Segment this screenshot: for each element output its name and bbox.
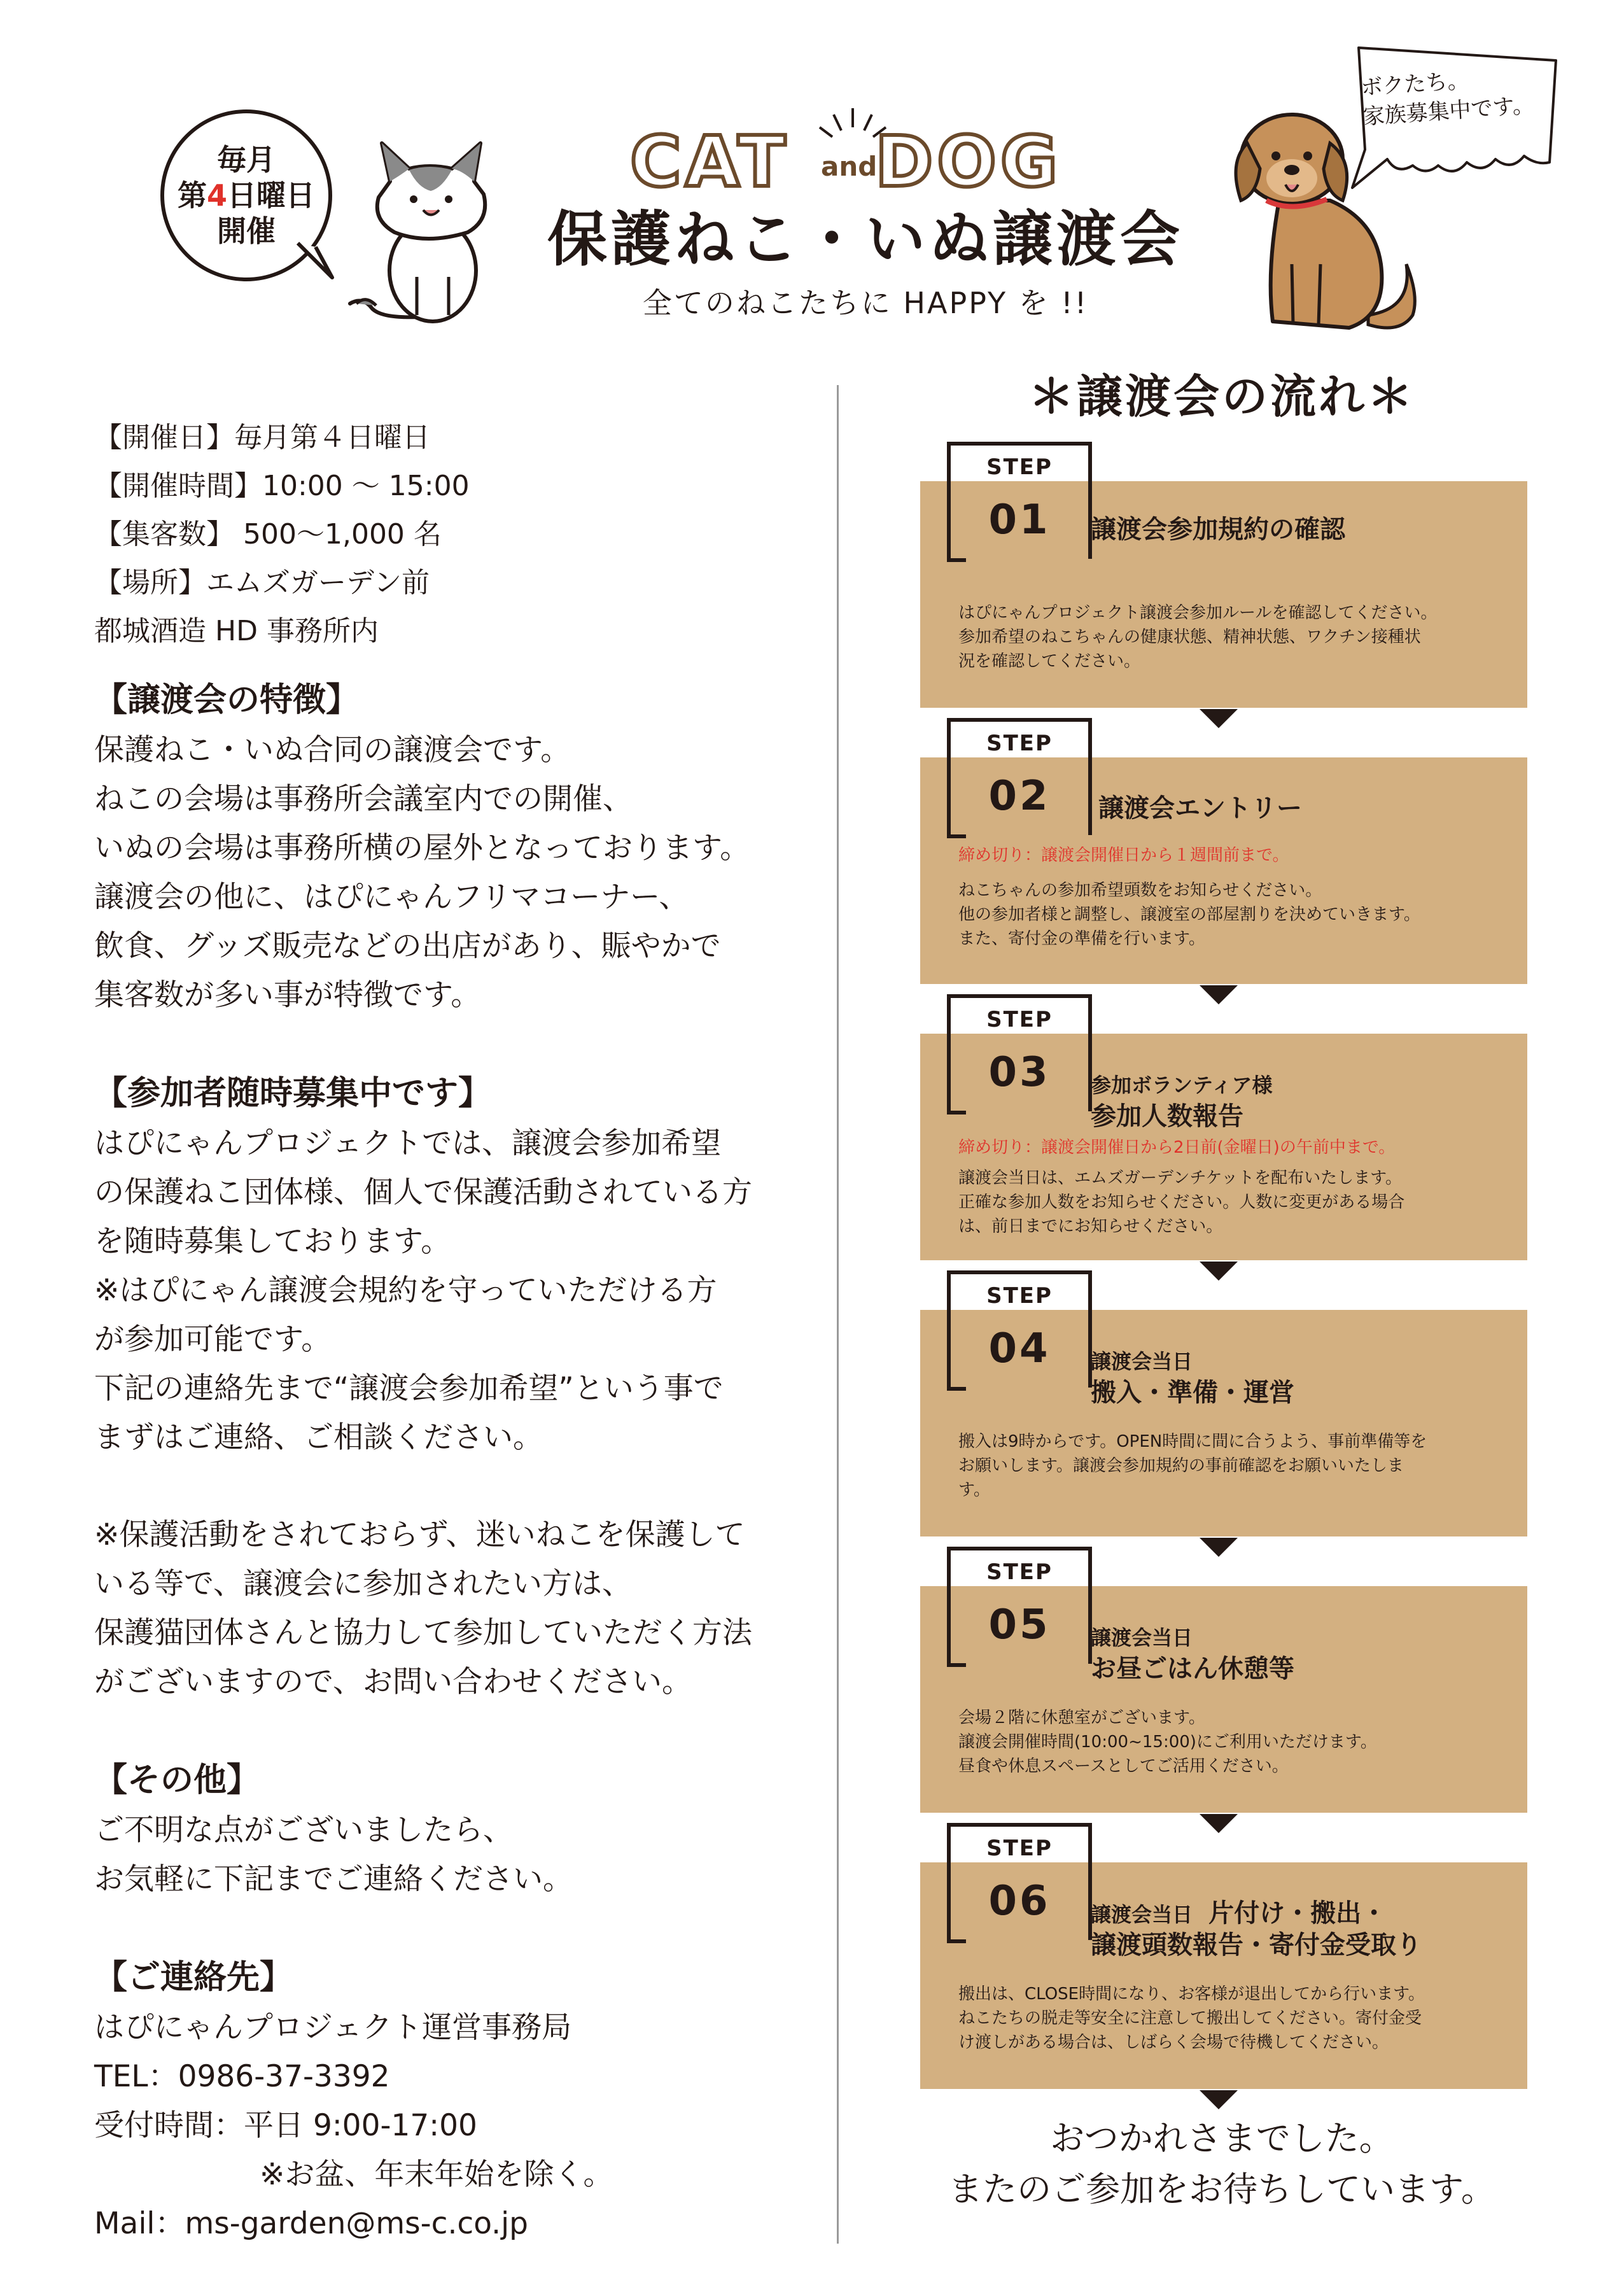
step-desc: はぴにゃんプロジェクト譲渡会参加ルールを確認してください。 参加希望のねこちゃんの健康状態、精神状態、ワクチン接種状 況を確認してください。 bbox=[958, 603, 1438, 671]
step-desc: ねこちゃんの参加希望頭数をお知らせください。 他の参加者様と調整し、譲渡室の部屋割りを決めていきます。 また、寄付金の準備を行います。 bbox=[958, 881, 1420, 948]
contact-heading: 【ご連絡先】 bbox=[94, 1958, 293, 1997]
step-desc: 会場２階に休憩室がございます。 譲渡会開催時間(10:00~15:00)にご利用いただけます。 昼食や休息スペースとしてご活用ください。 bbox=[958, 1708, 1377, 1776]
step-tab bbox=[947, 994, 1092, 1034]
step-underline bbox=[947, 1663, 966, 1667]
step-desc: 搬入は9時からです。OPEN時間に間に合うよう、事前準備等を お願いします。譲渡会参加規約の事前確認をお願いいたしま す。 bbox=[958, 1432, 1427, 1500]
recruit-line: はぴにゃんプロジェクトでは、譲渡会参加希望 bbox=[94, 1126, 722, 1161]
step-title: 譲渡会参加規約の確認 bbox=[1091, 515, 1345, 544]
contact-tel: TEL：0986-37-3392 bbox=[94, 2059, 390, 2094]
badge-line2: 第4日曜日 bbox=[177, 178, 315, 213]
step-underline bbox=[947, 1111, 966, 1114]
recruit-note-line: 保護猫団体さんと協力して参加していただく方法 bbox=[94, 1615, 752, 1650]
features-line: 譲渡会の他に、はぴにゃんフリマコーナー、 bbox=[94, 880, 689, 915]
recruit-line: ※はぴにゃん譲渡会規約を守っていただける方 bbox=[94, 1273, 717, 1308]
logo-cat: CAT bbox=[630, 121, 790, 202]
step-label: STEP bbox=[986, 454, 1053, 480]
badge-tail bbox=[297, 242, 335, 280]
recruit-note-line: ※保護活動をされておらず、迷いねこを保護して bbox=[94, 1517, 745, 1552]
step-desc: 譲渡会当日は、エムズガーデンチケットを配布いたします。 正確な参加人数をお知らせください。人数に変更がある場合 は、前日までにお知らせください。 bbox=[958, 1169, 1405, 1236]
other-heading: 【その他】 bbox=[94, 1761, 260, 1799]
step-desc: 搬出は、CLOSE時間になり、お客様が退出してから行います。 ねこたちの脱走等安全に注意して搬出してください。寄付金受 け渡しがある場合は、しばらく会場で待機してください。 bbox=[958, 1985, 1425, 2052]
step-tab bbox=[947, 1270, 1092, 1310]
step-underline bbox=[947, 558, 966, 562]
step-title: 譲渡会エントリー bbox=[1098, 794, 1302, 823]
badge-line1: 毎月 bbox=[217, 142, 276, 177]
step-pre-title: 譲渡会当日 bbox=[1091, 1902, 1193, 1927]
step-04 bbox=[920, 1270, 1527, 1538]
step-03 bbox=[920, 994, 1527, 1262]
contact-note: ※お盆、年末年始を除く。 bbox=[260, 2157, 613, 2192]
step-06 bbox=[920, 1823, 1527, 2090]
step-label: STEP bbox=[986, 1836, 1053, 1861]
info-time: 【開催時間】10:00 ～ 15:00 bbox=[94, 470, 470, 502]
step-title-a: 片付け・搬出・ bbox=[1208, 1899, 1387, 1928]
step-title: お昼ごはん休憩等 bbox=[1091, 1654, 1294, 1684]
flow-arrow bbox=[1200, 2090, 1238, 2109]
dog-speech-line1: ボクたち。 bbox=[1360, 67, 1470, 101]
step-tab bbox=[947, 718, 1092, 757]
recruit-line: を随時募集しております。 bbox=[94, 1224, 451, 1259]
page-subtitle: 全てのねこたちに HAPPY を !! bbox=[642, 286, 1089, 320]
step-title: 搬入・準備・運営 bbox=[1091, 1378, 1294, 1407]
features-line: いぬの会場は事務所横の屋外となっております。 bbox=[94, 831, 750, 866]
recruit-line: 下記の連絡先まで“譲渡会参加希望”という事で bbox=[94, 1371, 724, 1406]
step-underline bbox=[947, 1387, 966, 1391]
step-label: STEP bbox=[986, 1007, 1053, 1032]
step-number: 06 bbox=[947, 1862, 1092, 1940]
column-divider bbox=[837, 385, 839, 2244]
recruit-line: まずはご連絡、ご相談ください。 bbox=[94, 1420, 543, 1455]
logo-and: and bbox=[821, 151, 878, 182]
step-05 bbox=[920, 1547, 1527, 1814]
step-underline bbox=[947, 834, 966, 838]
step-pre-title: 参加ボランティア様 bbox=[1091, 1073, 1273, 1097]
badge-line3: 開催 bbox=[217, 214, 276, 249]
step-tab bbox=[947, 1547, 1092, 1586]
dog-speech-line2: 家族募集中です。 bbox=[1362, 92, 1535, 130]
step-number: 01 bbox=[947, 481, 1092, 559]
cat-and-dog-logo bbox=[630, 105, 1075, 202]
features-heading: 【譲渡会の特徴】 bbox=[94, 681, 360, 719]
flow-title: ＊譲渡会の流れ＊ bbox=[1028, 370, 1415, 423]
closing-line2: またのご参加をお待ちしています。 bbox=[948, 2169, 1495, 2209]
step-tab bbox=[947, 1823, 1092, 1862]
event-info bbox=[94, 414, 807, 2248]
recruit-note-line: いる等で、譲渡会に参加されたい方は、 bbox=[94, 1566, 633, 1601]
step-number: 04 bbox=[947, 1310, 1092, 1388]
logo-dog: DOG bbox=[875, 121, 1062, 202]
recruit-line: の保護ねこ団体様、個人で保護活動されている方 bbox=[94, 1175, 752, 1210]
step-number: 03 bbox=[947, 1034, 1092, 1111]
features-line: 集客数が多い事が特徴です。 bbox=[94, 978, 481, 1013]
info-date: 【開催日】毎月第４日曜日 bbox=[94, 421, 430, 454]
step-title: 参加人数報告 bbox=[1091, 1102, 1243, 1131]
step-number: 02 bbox=[947, 757, 1092, 835]
contact-org: はぴにゃんプロジェクト運営事務局 bbox=[94, 2010, 572, 2045]
step-deadline: 締め切り：譲渡会開催日から１週間前まで。 bbox=[958, 846, 1289, 865]
closing-message bbox=[916, 2113, 1527, 2215]
step-02 bbox=[920, 718, 1527, 985]
step-number: 05 bbox=[947, 1586, 1092, 1664]
other-line: お気軽に下記までご連絡ください。 bbox=[94, 1862, 573, 1897]
step-label: STEP bbox=[986, 1559, 1053, 1585]
step-deadline: 締め切り：譲渡会開催日から2日前(金曜日)の午前中まで。 bbox=[958, 1138, 1396, 1157]
step-tab bbox=[947, 442, 1092, 481]
closing-line1: おつかれさまでした。 bbox=[1050, 2118, 1394, 2158]
step-label: STEP bbox=[986, 731, 1053, 756]
step-01 bbox=[920, 442, 1527, 709]
cat-illustration bbox=[347, 124, 500, 328]
info-visitors: 【集客数】 500～1,000 名 bbox=[94, 518, 442, 551]
contact-mail[interactable]: Mail：ms-garden@ms-c.co.jp bbox=[94, 2206, 528, 2241]
step-title-b: 譲渡頭数報告・寄付金受取り bbox=[1091, 1930, 1422, 1960]
features-line: 飲食、グッズ販売などの出店があり、賑やかで bbox=[94, 929, 721, 964]
info-place: 【場所】エムズガーデン前 bbox=[94, 566, 430, 599]
step-pre-title: 譲渡会当日 bbox=[1091, 1349, 1193, 1374]
info-place2: 都城酒造 HD 事務所内 bbox=[94, 615, 379, 647]
recruit-note-line: がございますので、お問い合わせください。 bbox=[94, 1664, 692, 1699]
features-line: 保護ねこ・いぬ合同の譲渡会です。 bbox=[94, 733, 571, 768]
step-title-row bbox=[1091, 1893, 1387, 1929]
other-line: ご不明な点がございましたら、 bbox=[94, 1813, 513, 1848]
step-label: STEP bbox=[986, 1283, 1053, 1309]
page-title: 保護ねこ・いぬ譲渡会 bbox=[547, 205, 1184, 274]
step-underline bbox=[947, 1939, 966, 1943]
features-line: ねこの会場は事務所会議室内での開催、 bbox=[94, 782, 633, 817]
contact-hours: 受付時間：平日 9:00-17:00 bbox=[94, 2108, 477, 2143]
step-pre-title: 譲渡会当日 bbox=[1091, 1626, 1193, 1650]
dog-illustration bbox=[1222, 105, 1425, 347]
recruit-line: が参加可能です。 bbox=[94, 1322, 332, 1357]
recruit-heading: 【参加者随時募集中です】 bbox=[94, 1074, 492, 1113]
